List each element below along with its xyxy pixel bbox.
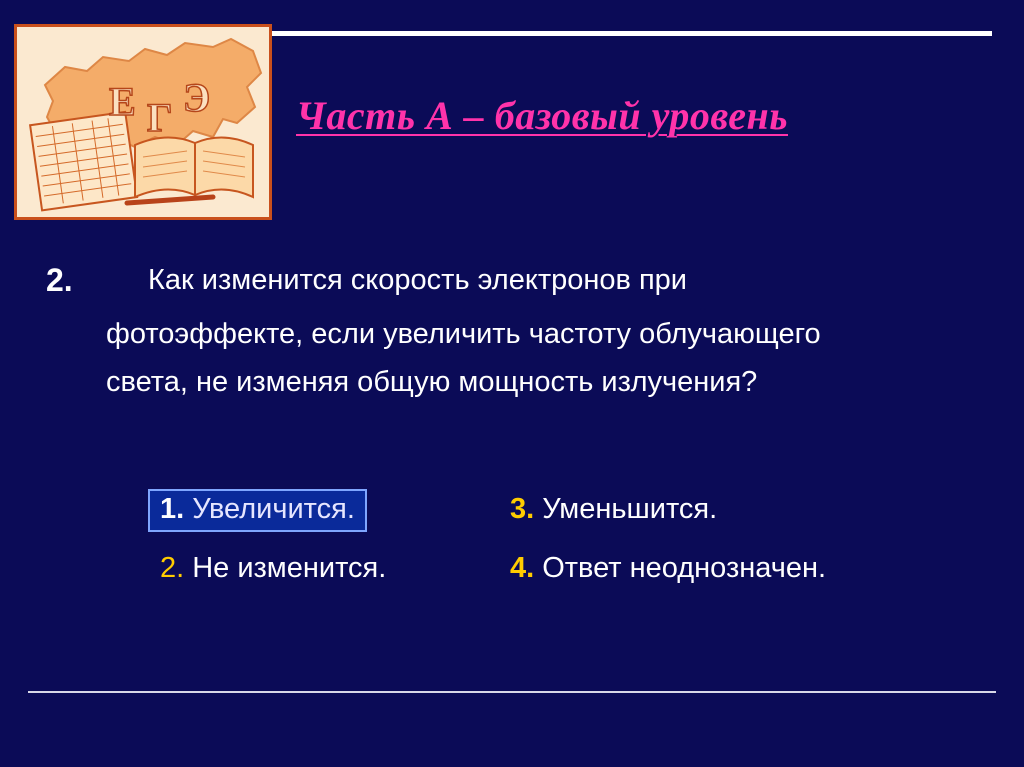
answer-text: Ответ неоднозначен. (542, 552, 827, 584)
answer-option-4[interactable] (510, 552, 826, 585)
answer-text: Не изменится. (192, 552, 387, 584)
answer-number: 2. (160, 552, 185, 584)
top-divider (272, 31, 992, 36)
ege-logo (14, 24, 272, 220)
answer-number: 1. (160, 493, 185, 525)
question-number: 2. (46, 262, 73, 298)
answer-text: Уменьшится. (542, 493, 718, 525)
bottom-divider (28, 691, 996, 693)
logo-letter-e: Е (109, 79, 136, 124)
answer-number: 3. (510, 493, 535, 525)
question-line-1: Как изменится скорость электронов при (148, 264, 688, 296)
answer-option-2[interactable] (160, 552, 386, 585)
answer-text: Увеличится. (192, 493, 355, 525)
logo-letter-e2: Э (183, 75, 211, 120)
answer-option-1[interactable] (148, 489, 367, 532)
answer-number: 4. (510, 552, 535, 584)
ege-logo-image (17, 27, 269, 217)
logo-letter-g: Г (147, 95, 173, 140)
page-title: Часть А – базовый уровень (296, 93, 789, 138)
question-line-2: фотоэффекте, если увеличить частоту облучающего (106, 318, 821, 350)
question-line-3: света, не изменяя общую мощность излучения? (106, 366, 758, 398)
answer-option-3[interactable] (510, 493, 717, 526)
